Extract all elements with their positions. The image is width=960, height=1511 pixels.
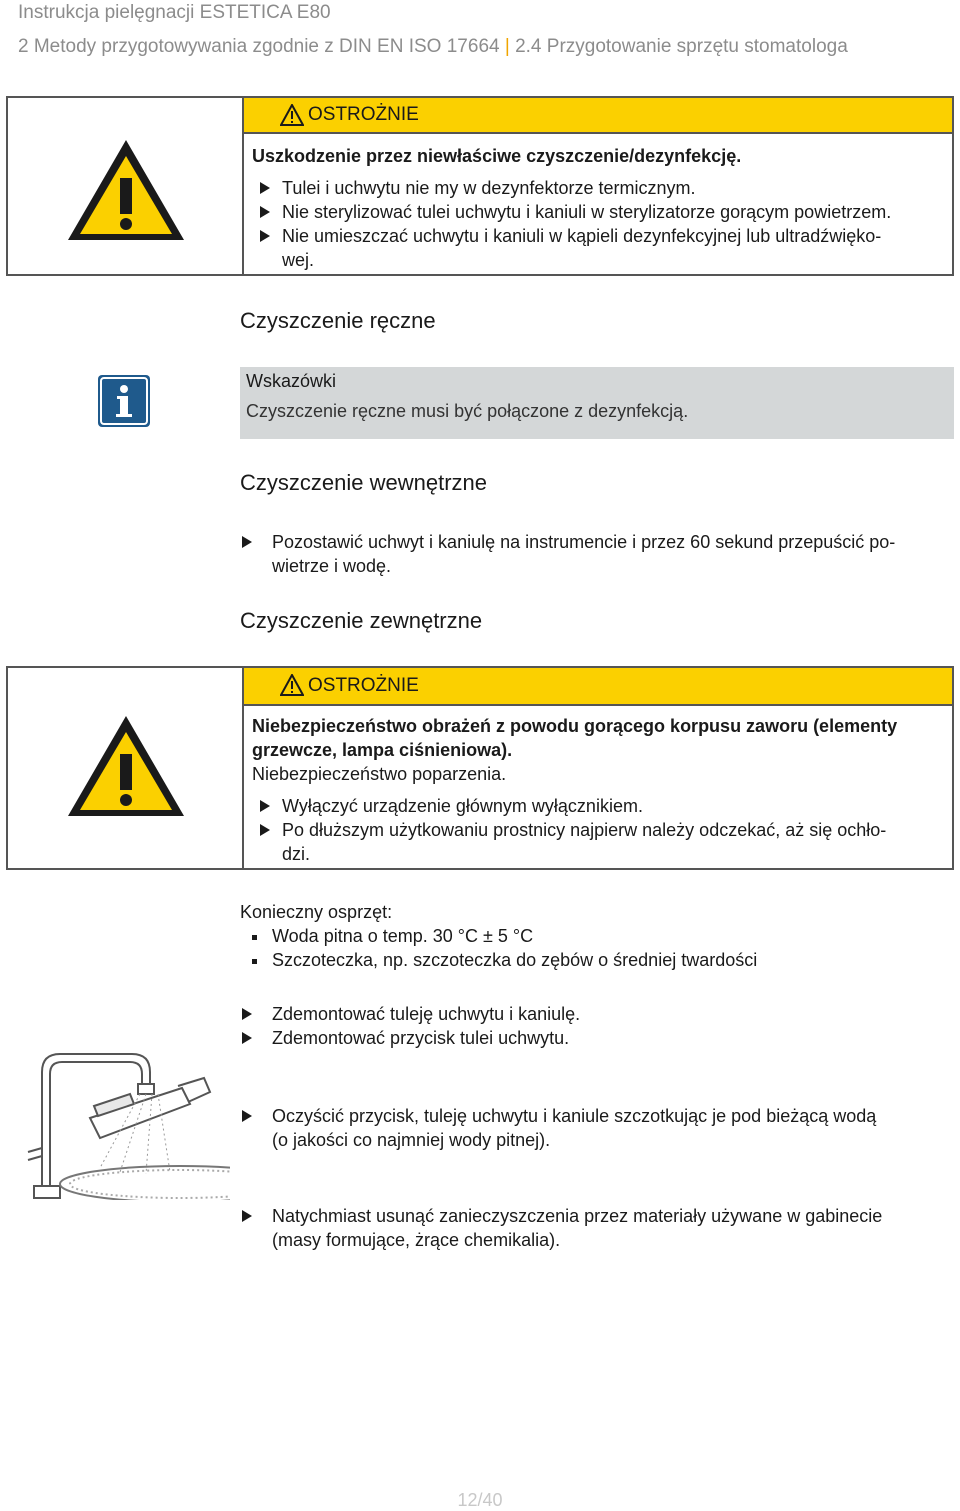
breadcrumb-chapter: 2 Metody przygotowywania zgodnie z DIN EN ISO 17664 — [18, 36, 500, 57]
list-item — [260, 794, 270, 818]
step-3-line1: Oczyścić przycisk, tuleję uchwytu i kaniule szczotkując je pod bieżącą wodą — [272, 1106, 877, 1126]
list-item — [260, 176, 270, 200]
caution-item-2-cont: dzi. — [282, 844, 311, 864]
document-title: Instrukcja pielęgnacji ESTETICA E80 — [18, 2, 331, 23]
caution-header — [242, 98, 952, 134]
warning-triangle-icon — [64, 712, 188, 820]
equipment-label: Konieczny osprzęt: — [240, 902, 393, 922]
caution-box-cleaning — [6, 96, 954, 276]
caution-heading-line2: grzewcze, lampa ciśnieniowa). — [252, 740, 513, 760]
caution-label: OSTROŻNIE — [308, 675, 419, 696]
caution-item-2: Nie sterylizować tulei uchwytu i kaniuli w sterylizatorze gorącym powietrzem. — [282, 202, 892, 222]
caution-item-2: Po dłuższym użytkowaniu prostnicy najpierw należy odczekać, aż się ochło- — [282, 820, 887, 840]
list-item — [260, 224, 270, 248]
faucet-cleaning-illustration — [20, 1048, 230, 1200]
section-title-manual: Czyszczenie ręczne — [240, 308, 436, 333]
section-title-external: Czyszczenie zewnętrzne — [240, 608, 483, 633]
equipment-item-1: Woda pitna o temp. 30 °C ± 5 °C — [272, 926, 534, 946]
note-label: Wskazówki — [246, 371, 337, 391]
list-item — [260, 818, 270, 842]
caution-body — [242, 134, 952, 274]
caution-heading: Uszkodzenie przez niewłaściwe czyszczenie/dezynfekcję. — [252, 146, 742, 166]
caution-header — [242, 668, 952, 706]
step-3-line2: (o jakości co najmniej wody pitnej). — [272, 1130, 551, 1150]
caution-item-1: Wyłączyć urządzenie głównym wyłącznikiem. — [282, 796, 643, 816]
breadcrumb-separator: | — [504, 36, 510, 57]
warning-small-icon — [280, 104, 304, 126]
list-item — [252, 946, 257, 970]
step-4-line2: (masy formujące, żrące chemikalia). — [272, 1230, 561, 1250]
list-item — [242, 1026, 252, 1050]
caution-body — [242, 706, 952, 868]
warning-triangle-icon — [64, 136, 188, 244]
step-internal-line1: Pozostawić uchwyt i kaniulę na instrumencie i przez 60 sekund przepuścić po- — [272, 532, 896, 552]
caution-item-1: Tulei i uchwytu nie my w dezynfektorze termicznym. — [282, 178, 696, 198]
section-title-internal: Czyszczenie wewnętrzne — [240, 470, 487, 495]
list-item — [260, 200, 270, 224]
step-1: Zdemontować tuleję uchwytu i kaniulę. — [272, 1004, 581, 1024]
list-item — [242, 1002, 252, 1026]
note-text: Czyszczenie ręczne musi być połączone z dezynfekcją. — [246, 401, 689, 421]
list-item — [242, 1204, 252, 1228]
equipment-item-2: Szczoteczka, np. szczoteczka do zębów o średniej twardości — [272, 950, 758, 970]
list-item — [252, 922, 257, 946]
caution-heading-line1: Niebezpieczeństwo obrażeń z powodu gorącego korpusu zaworu (elementy — [252, 716, 898, 736]
step-2: Zdemontować przycisk tulei uchwytu. — [272, 1028, 570, 1048]
list-item — [242, 1104, 252, 1128]
caution-item-3: Nie umieszczać uchwytu i kaniuli w kąpieli dezynfekcyjnej lub ultradźwięko- — [282, 226, 882, 246]
breadcrumb-section: 2.4 Przygotowanie sprzętu stomatologa — [515, 36, 848, 57]
breadcrumb — [18, 36, 848, 58]
caution-subtext: Niebezpieczeństwo poparzenia. — [252, 764, 507, 784]
list-item — [242, 530, 252, 554]
step-internal-line2: wietrze i wodę. — [272, 556, 392, 576]
info-icon — [97, 374, 151, 428]
caution-item-3-cont: wej. — [282, 250, 315, 270]
caution-box-hot — [6, 666, 954, 870]
step-4-line1: Natychmiast usunąć zanieczyszczenia przez materiały używane w gabinecie — [272, 1206, 883, 1226]
page-number: 12/40 — [457, 1490, 503, 1510]
warning-small-icon — [280, 674, 304, 696]
note-box — [240, 367, 954, 439]
caution-label: OSTROŻNIE — [308, 104, 419, 125]
